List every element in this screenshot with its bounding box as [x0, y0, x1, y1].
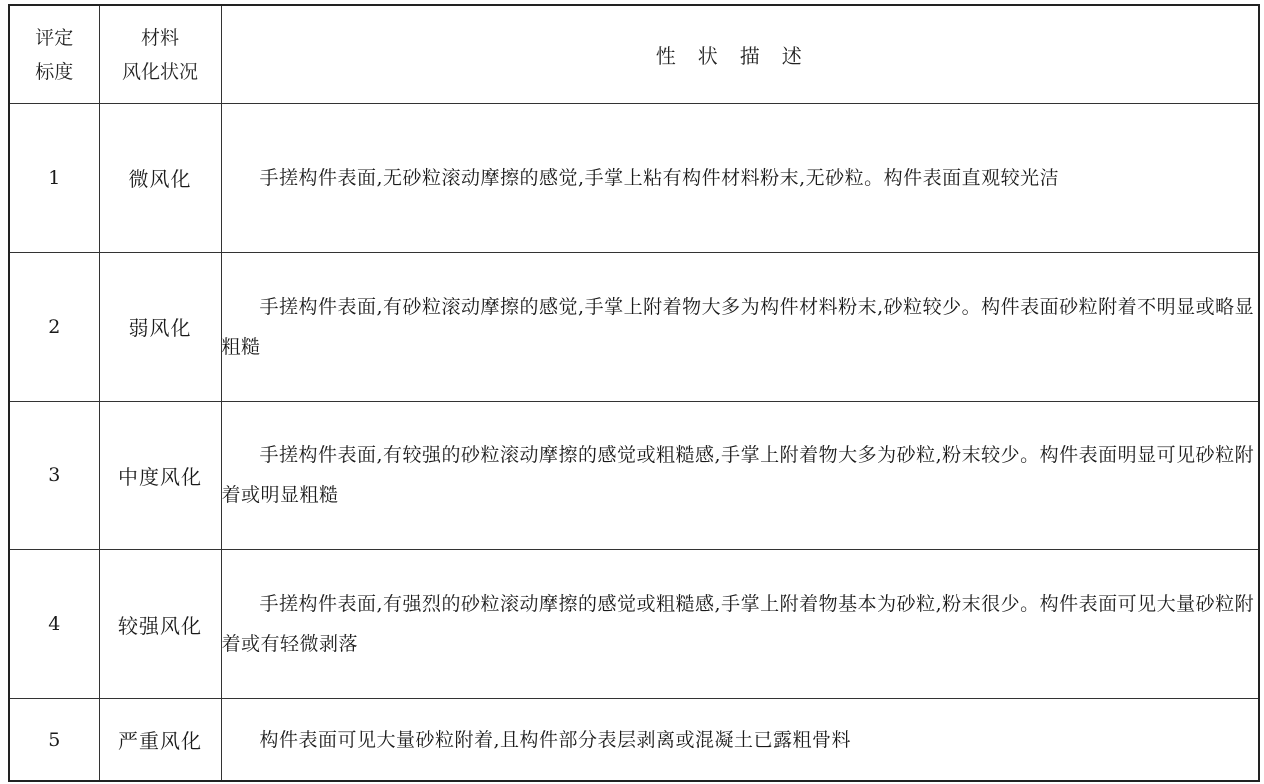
header-level-line-2: 标度 [35, 60, 74, 83]
row-description [221, 550, 1259, 699]
header-state-line-1: 材料 [140, 26, 179, 49]
row-description [221, 104, 1259, 253]
row-description [221, 699, 1259, 781]
header-state [99, 5, 221, 104]
row-level: 4 [9, 550, 99, 699]
row-description [221, 252, 1259, 401]
row-description [221, 401, 1259, 550]
row-level: 1 [9, 104, 99, 253]
row-state: 较强风化 [99, 550, 221, 699]
row-level: 5 [9, 699, 99, 781]
row-description-text: 手搓构件表面,有砂粒滚动摩擦的感觉,手掌上附着物大多为构件材料粉末,砂粒较少。构件表面砂粒附着不明显或略显粗糙 [221, 295, 1255, 358]
row-state: 严重风化 [99, 699, 221, 781]
header-level-line-1: 评定 [35, 26, 74, 49]
row-state: 微风化 [99, 104, 221, 253]
row-description-text: 手搓构件表面,有较强的砂粒滚动摩擦的感觉或粗糙感,手掌上附着物大多为砂粒,粉末较少。构件表面明显可见砂粒附着或明显粗糙 [221, 444, 1255, 507]
table-row [9, 550, 1259, 699]
weathering-grade-table [8, 4, 1260, 782]
header-state-line-2: 风化状况 [121, 60, 198, 83]
row-state: 中度风化 [99, 401, 221, 550]
row-state: 弱风化 [99, 252, 221, 401]
header-description: 性状描述 [221, 5, 1259, 104]
table-header-row [9, 5, 1259, 104]
row-description-text: 手搓构件表面,无砂粒滚动摩擦的感觉,手掌上粘有构件材料粉末,无砂粒。构件表面直观较光洁 [259, 166, 1060, 189]
row-level: 2 [9, 252, 99, 401]
table-row [9, 252, 1259, 401]
table-row [9, 401, 1259, 550]
header-level [9, 5, 99, 104]
row-description-text: 构件表面可见大量砂粒附着,且构件部分表层剥离或混凝土已露粗骨料 [259, 728, 852, 751]
row-description-text: 手搓构件表面,有强烈的砂粒滚动摩擦的感觉或粗糙感,手掌上附着物基本为砂粒,粉末很少。构件表面可见大量砂粒附着或有轻微剥落 [221, 593, 1255, 656]
table-row [9, 699, 1259, 781]
table-row [9, 104, 1259, 253]
row-level: 3 [9, 401, 99, 550]
